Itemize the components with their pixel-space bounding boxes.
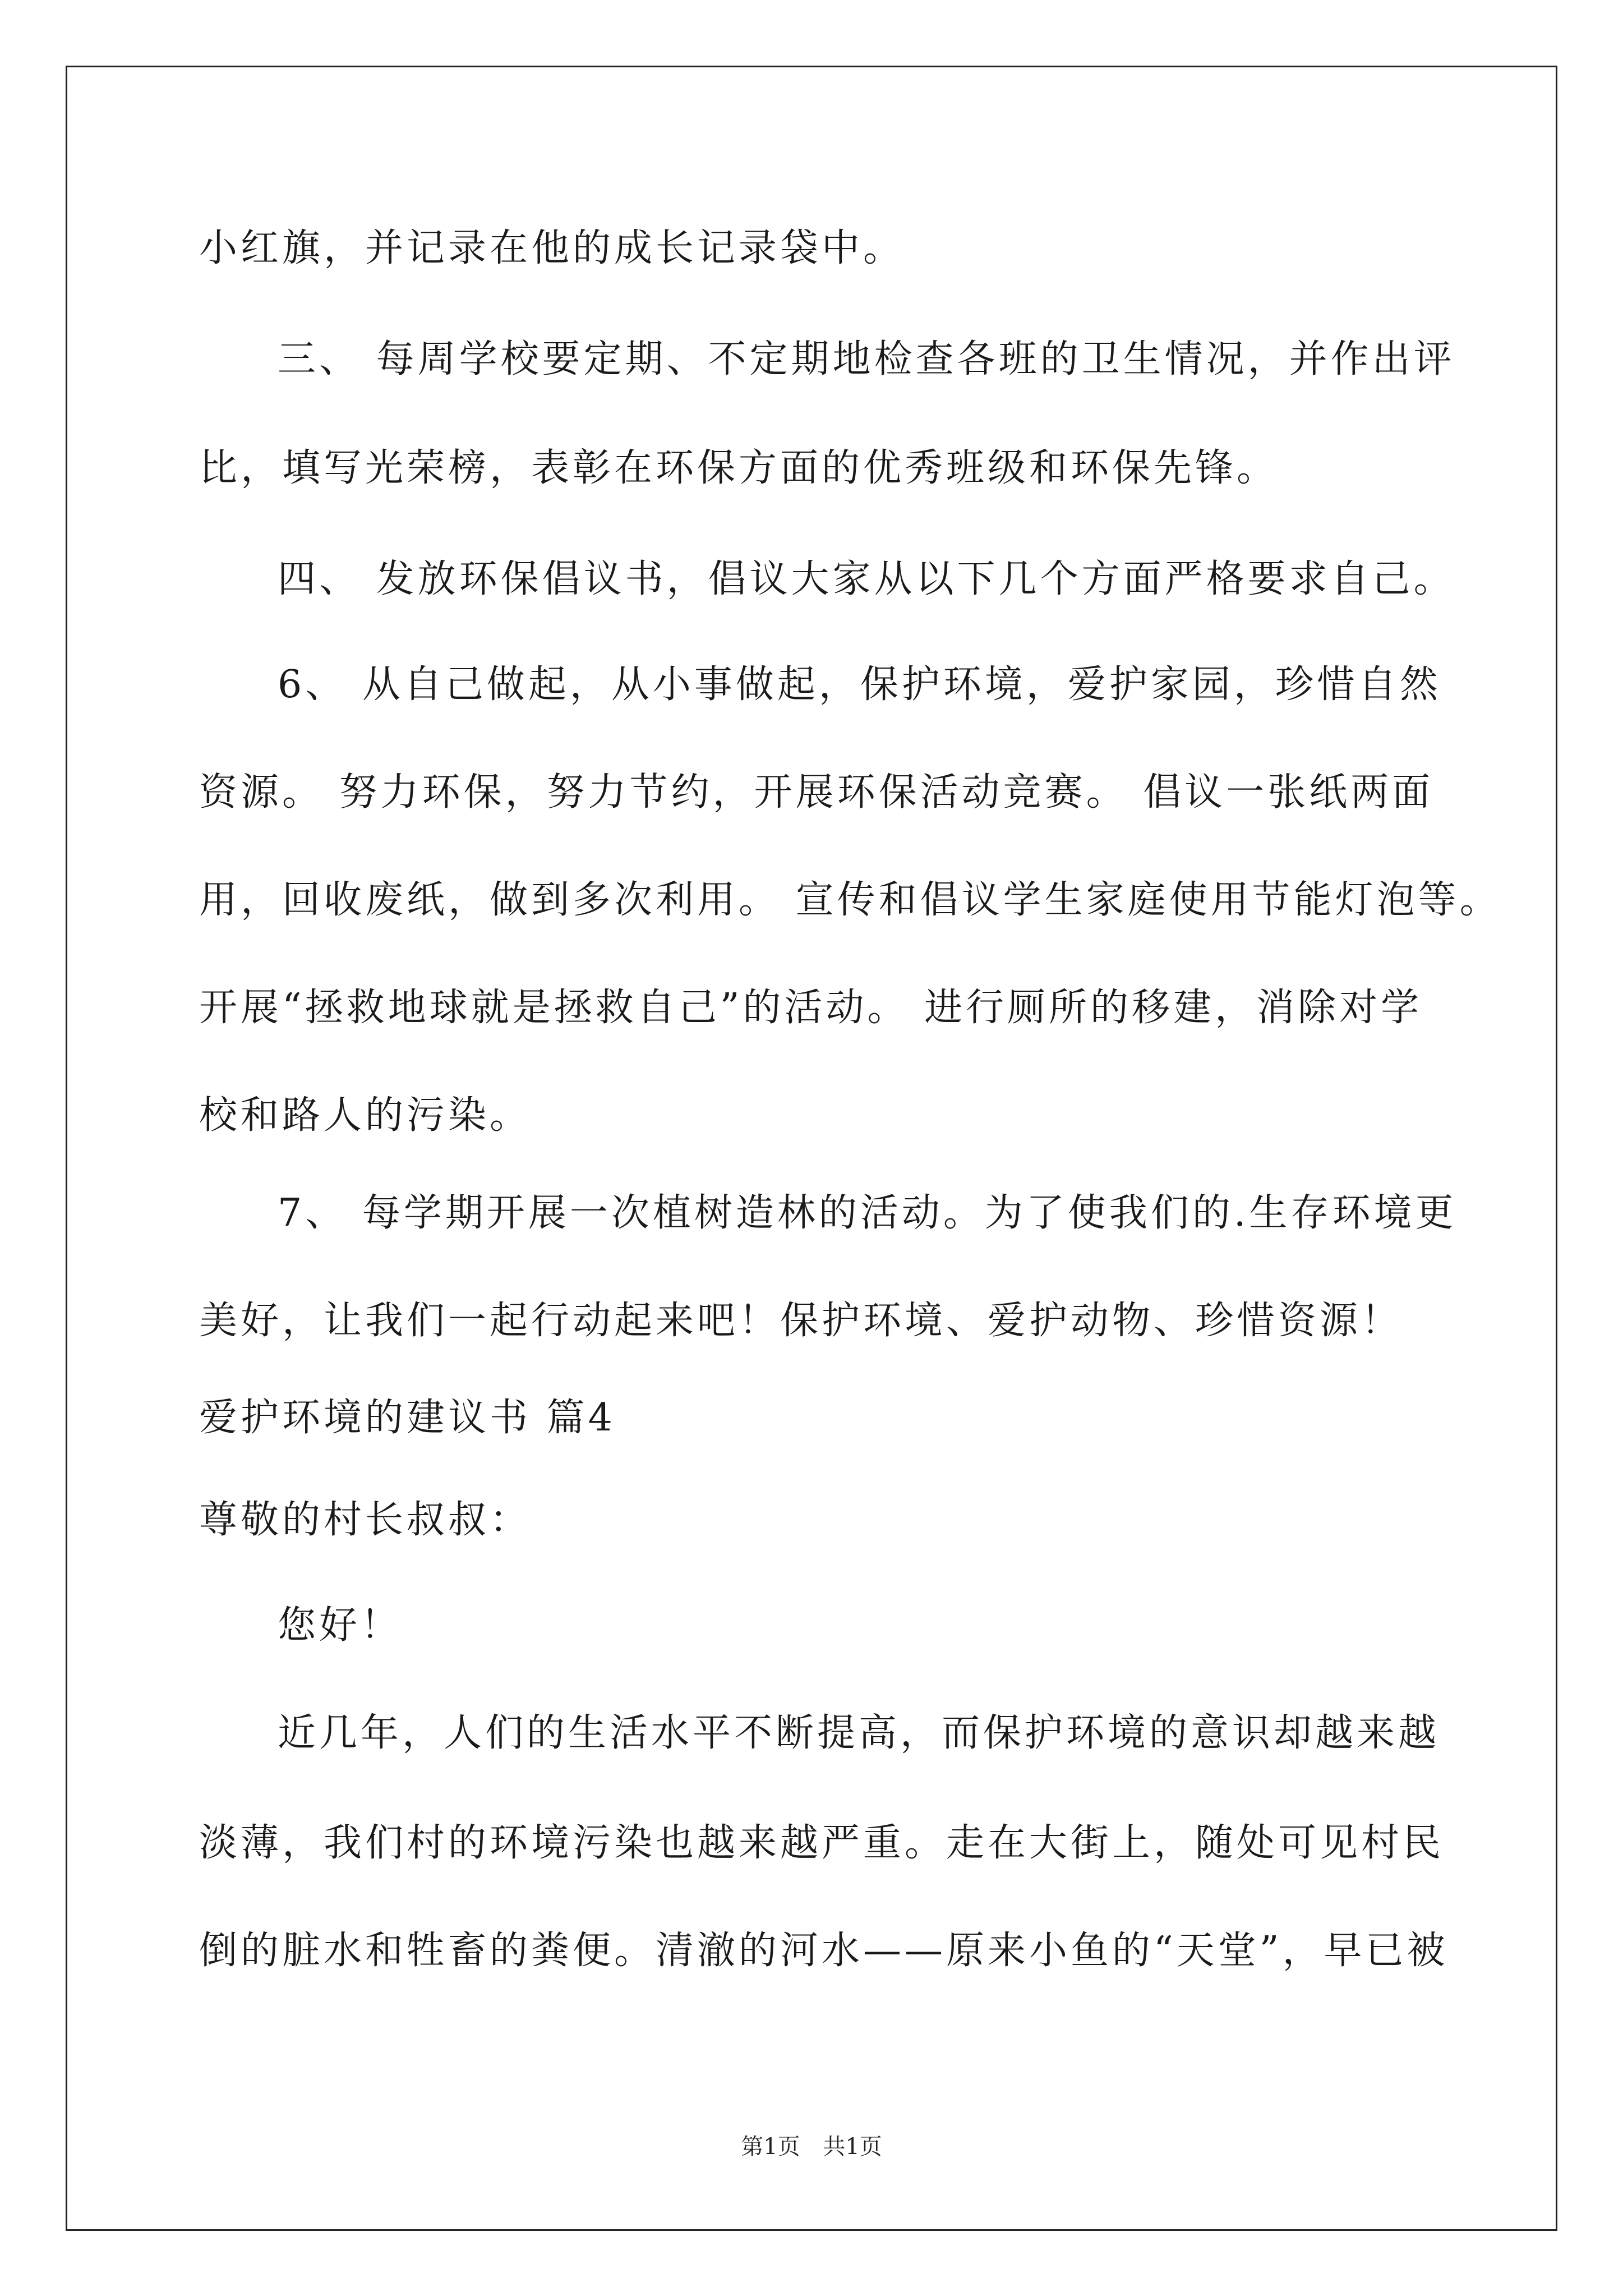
text-line: 四、 发放环保倡议书，倡议大家从以下几个方面严格要求自己。 bbox=[278, 557, 1455, 601]
greeting: 您好！ bbox=[278, 1603, 403, 1648]
page-border bbox=[66, 66, 1557, 2231]
text-line: 7、 每学期开展一次植树造林的活动。为了使我们的.生存环境更 bbox=[278, 1191, 1457, 1235]
page-total: 共1页 bbox=[823, 2134, 882, 2160]
section-heading: 爱护环境的建议书 篇4 bbox=[199, 1396, 616, 1440]
text-line: 比，填写光荣榜，表彰在环保方面的优秀班级和环保先锋。 bbox=[199, 446, 1279, 490]
text-line: 用，回收废纸，做到多次利用。 宣传和倡议学生家庭使用节能灯泡等。 bbox=[199, 878, 1501, 922]
text-line: 6、 从自己做起，从小事做起，保护环境，爱护家园，珍惜自然 bbox=[278, 662, 1441, 707]
page-footer bbox=[0, 2133, 1623, 2161]
text-line: 淡薄，我们村的环境污染也越来越严重。走在大街上，随处可见村民 bbox=[199, 1821, 1445, 1865]
text-line: 三、 每周学校要定期、不定期地检查各班的卫生情况，并作出评 bbox=[278, 337, 1455, 381]
text-line: 校和路人的污染。 bbox=[199, 1093, 532, 1138]
text-line: 小红旗，并记录在他的成长记录袋中。 bbox=[199, 226, 905, 270]
salutation: 尊敬的村长叔叔： bbox=[199, 1498, 532, 1542]
text-line: 资源。 努力环保，努力节约，开展环保活动竞赛。 倡议一张纸两面 bbox=[199, 770, 1434, 815]
text-line: 美好，让我们一起行动起来吧！保护环境、爱护动物、珍惜资源！ bbox=[199, 1299, 1403, 1343]
page-number: 第1页 bbox=[741, 2134, 800, 2160]
text-line: 开展“拯救地球就是拯救自己”的活动。 进行厕所的移建，消除对学 bbox=[199, 986, 1423, 1030]
text-line: 近几年，人们的生活水平不断提高，而保护环境的意识却越来越 bbox=[278, 1711, 1440, 1755]
text-line: 倒的脏水和牲畜的粪便。清澈的河水——原来小鱼的“天堂”，早已被 bbox=[199, 1929, 1449, 1973]
